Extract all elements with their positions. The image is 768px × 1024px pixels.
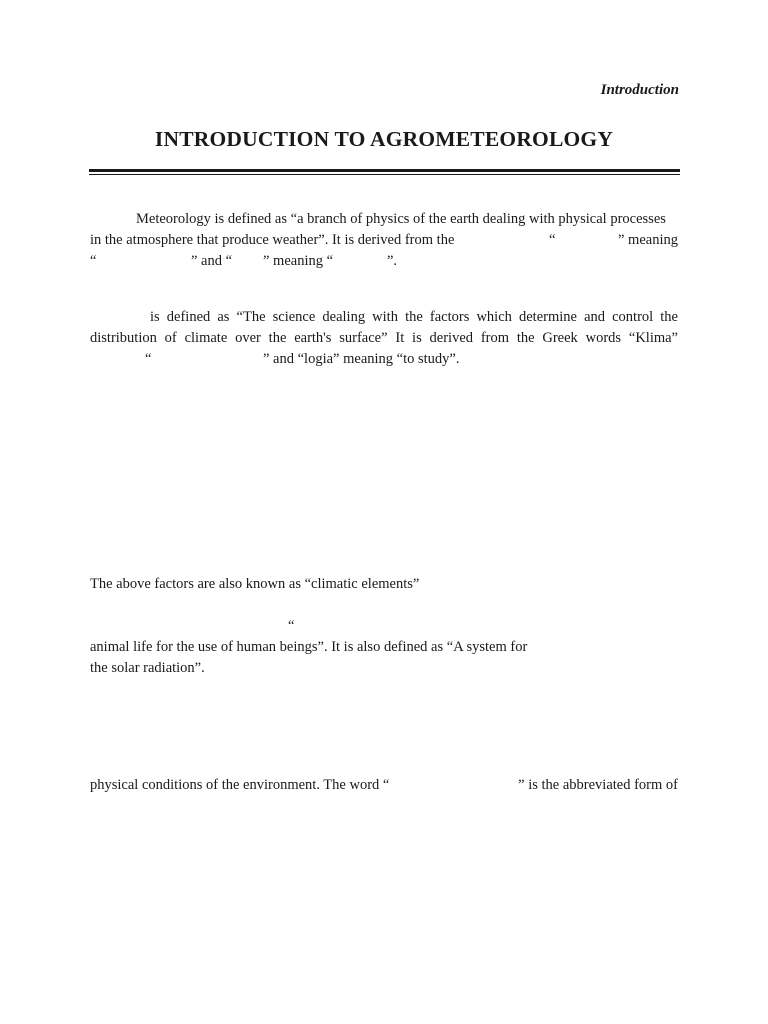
paragraph-agriculture <box>90 616 678 679</box>
paragraph-fragment: “ <box>549 232 556 248</box>
paragraph-climatic-elements <box>90 574 678 595</box>
paragraph-fragment: physical conditions of the environment. The word “ <box>90 777 390 793</box>
paragraph-line: distribution of climate over the earth's surface” It is derived from the Greek words “Klima” <box>90 330 678 346</box>
running-header: Introduction <box>600 82 679 98</box>
paragraph-fragment: “ <box>288 618 295 634</box>
paragraph-line: animal life for the use of human beings”. It is also defined as “A system for <box>90 639 528 655</box>
title-rule-thick <box>89 169 680 172</box>
paragraph-line: The above factors are also known as “climatic elements” <box>90 576 420 592</box>
paragraph-agrometeorology <box>90 775 678 796</box>
paragraph-fragment: “ <box>90 253 97 269</box>
paragraph-climatology <box>90 307 678 370</box>
paragraph-fragment: ” is the abbreviated form of <box>518 777 678 793</box>
paragraph-fragment: ” and “ <box>191 253 233 269</box>
paragraph-fragment: ”. <box>387 253 398 269</box>
paragraph-fragment: ” and “logia” meaning “to study”. <box>263 351 460 367</box>
page-title: INTRODUCTION TO AGROMETEOROLOGY <box>154 127 614 151</box>
paragraph-meteorology <box>90 209 678 272</box>
paragraph-fragment: “ <box>145 351 152 367</box>
title-rule-thin <box>89 174 680 175</box>
paragraph-line: the solar radiation”. <box>90 660 205 676</box>
paragraph-line: in the atmosphere that produce weather”. It is derived from the <box>90 232 455 248</box>
paragraph-line: is defined as “The science dealing with the factors which determine and control the <box>150 309 678 325</box>
paragraph-fragment: ” meaning “ <box>263 253 334 269</box>
paragraph-fragment: ” meaning <box>618 232 678 248</box>
paragraph-line: Meteorology is defined as “a branch of physics of the earth dealing with physical processes <box>136 211 666 227</box>
